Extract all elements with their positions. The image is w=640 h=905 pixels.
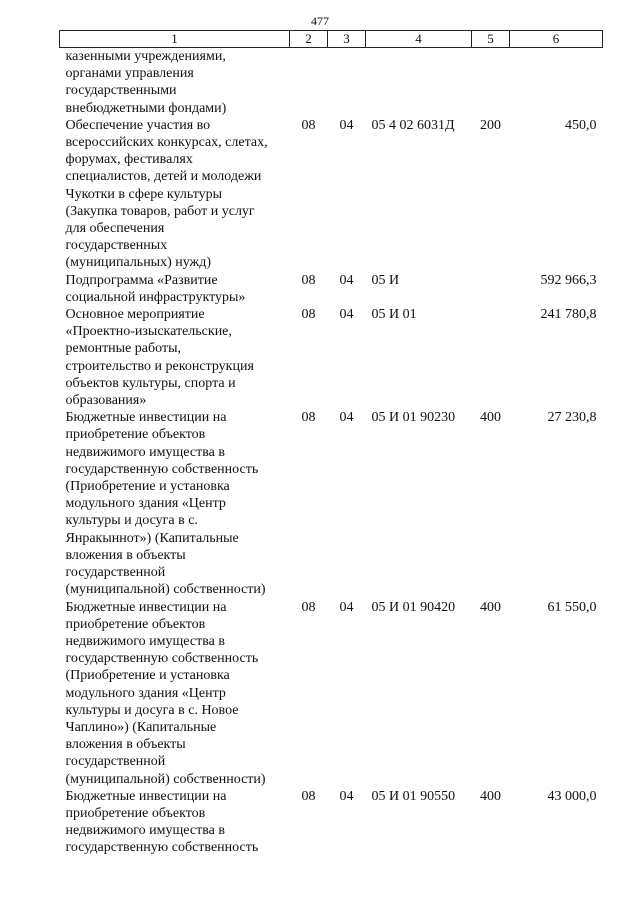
description-line: Чаплино») (Капитальные	[65, 719, 217, 735]
description-line: приобретение объектов	[65, 616, 206, 632]
subsection-code: 04	[339, 410, 354, 426]
expense-type-code	[472, 48, 510, 117]
section-code: 08	[301, 788, 316, 804]
description-line: культуры и досуга в с. Новое	[65, 702, 239, 718]
description-line: приобретение объектов	[65, 427, 206, 443]
description-line: вложения в объекты	[65, 737, 186, 753]
amount-value	[510, 48, 603, 117]
description-line: (Закупка товаров, работ и услуг	[65, 203, 255, 219]
description-line: государственную собственность	[65, 651, 259, 667]
column-header-6: 6	[510, 31, 603, 48]
amount-value: 43 000,0	[547, 788, 597, 804]
column-header-4: 4	[366, 31, 472, 48]
expense-type-code: 400	[480, 599, 501, 615]
subsection-code: 04	[339, 272, 354, 288]
description-line: Чукотки в сфере культуры	[65, 186, 223, 202]
expense-type-code: 400	[480, 788, 501, 804]
column-header-2: 2	[290, 31, 328, 48]
expense-type-code	[472, 272, 510, 306]
amount-value: 61 550,0	[547, 599, 597, 615]
description-line: государственных	[65, 238, 168, 254]
amount-value: 450,0	[565, 117, 597, 133]
row-description	[60, 48, 290, 117]
description-line: всероссийских конкурсах, слетах,	[65, 135, 268, 151]
subsection-code	[328, 48, 366, 117]
table-row	[60, 272, 603, 306]
description-line: Бюджетные инвестиции на	[65, 599, 227, 615]
description-line: органами управления	[65, 66, 194, 82]
section-code: 08	[301, 272, 316, 288]
target-article-code	[366, 48, 472, 117]
description-line: внебюджетными фондами)	[65, 100, 227, 116]
description-line: (Приобретение и установка	[65, 668, 230, 684]
description-line: Бюджетные инвестиции на	[65, 410, 227, 426]
description-line: (муниципальной) собственности)	[65, 582, 266, 598]
section-code: 08	[301, 410, 316, 426]
expense-type-code: 200	[480, 117, 501, 133]
description-line: образования»	[65, 393, 147, 409]
description-line: государственной	[65, 565, 166, 581]
row-description	[60, 306, 290, 409]
description-line: Подпрограмма «Развитие	[65, 272, 218, 288]
section-code: 08	[301, 117, 316, 133]
column-header-1: 1	[60, 31, 290, 48]
description-line: Основное мероприятие	[65, 307, 205, 323]
budget-table	[59, 30, 603, 857]
row-description	[60, 599, 290, 788]
table-row	[60, 48, 603, 117]
description-line: недвижимого имущества в	[65, 823, 225, 839]
row-description	[60, 117, 290, 272]
table-row	[60, 788, 603, 857]
amount-value: 592 966,3	[540, 272, 597, 288]
description-line: Янракыннот») (Капитальные	[65, 530, 239, 546]
table-header-row	[60, 31, 603, 48]
column-header-3: 3	[328, 31, 366, 48]
description-line: недвижимого имущества в	[65, 444, 225, 460]
table-body	[60, 48, 603, 857]
description-line: казенными учреждениями,	[65, 49, 226, 64]
description-line: специалистов, детей и молодежи	[65, 169, 262, 185]
target-article-code: 05 И 01 90230	[371, 410, 456, 426]
description-line: (муниципальной) собственности)	[65, 771, 266, 787]
table-row	[60, 117, 603, 272]
description-line: строительство и реконструкция	[65, 358, 254, 374]
table-row	[60, 409, 603, 598]
expense-type-code: 400	[480, 410, 501, 426]
target-article-code: 05 И 01	[371, 307, 417, 323]
description-line: «Проектно-изыскательские,	[65, 324, 232, 340]
row-description	[60, 272, 290, 306]
description-line: (Приобретение и установка	[65, 479, 230, 495]
description-line: (муниципальных) нужд)	[65, 255, 212, 271]
target-article-code: 05 И 01 90550	[371, 788, 456, 804]
description-line: модульного здания «Центр	[65, 496, 226, 512]
description-line: для обеспечения	[65, 221, 165, 237]
row-description	[60, 409, 290, 598]
target-article-code: 05 И 01 90420	[371, 599, 456, 615]
description-line: форумах, фестивалях	[65, 152, 193, 168]
description-line: культуры и досуга в с.	[65, 513, 198, 529]
description-line: ремонтные работы,	[65, 341, 181, 357]
description-line: социальной инфраструктуры»	[65, 289, 246, 305]
section-code	[290, 48, 328, 117]
target-article-code: 05 4 02 6031Д	[371, 117, 455, 133]
amount-value: 27 230,8	[547, 410, 597, 426]
description-line: государственную собственность	[65, 840, 259, 856]
description-line: Бюджетные инвестиции на	[65, 788, 227, 804]
page-number: 477	[311, 14, 329, 28]
description-line: модульного здания «Центр	[65, 685, 226, 701]
column-header-5: 5	[472, 31, 510, 48]
row-description	[60, 788, 290, 857]
subsection-code: 04	[339, 788, 354, 804]
table-row	[60, 306, 603, 409]
description-line: государственными	[65, 83, 177, 99]
expense-type-code	[472, 306, 510, 409]
description-line: вложения в объекты	[65, 547, 186, 563]
subsection-code: 04	[339, 599, 354, 615]
section-code: 08	[301, 599, 316, 615]
description-line: приобретение объектов	[65, 805, 206, 821]
table-row	[60, 599, 603, 788]
subsection-code: 04	[339, 307, 354, 323]
target-article-code: 05 И	[371, 272, 400, 288]
section-code: 08	[301, 307, 316, 323]
description-line: Обеспечение участия во	[65, 117, 211, 133]
subsection-code: 04	[339, 117, 354, 133]
description-line: недвижимого имущества в	[65, 633, 225, 649]
description-line: государственной	[65, 754, 166, 770]
description-line: государственную собственность	[65, 461, 259, 477]
description-line: объектов культуры, спорта и	[65, 375, 236, 391]
amount-value: 241 780,8	[540, 307, 597, 323]
